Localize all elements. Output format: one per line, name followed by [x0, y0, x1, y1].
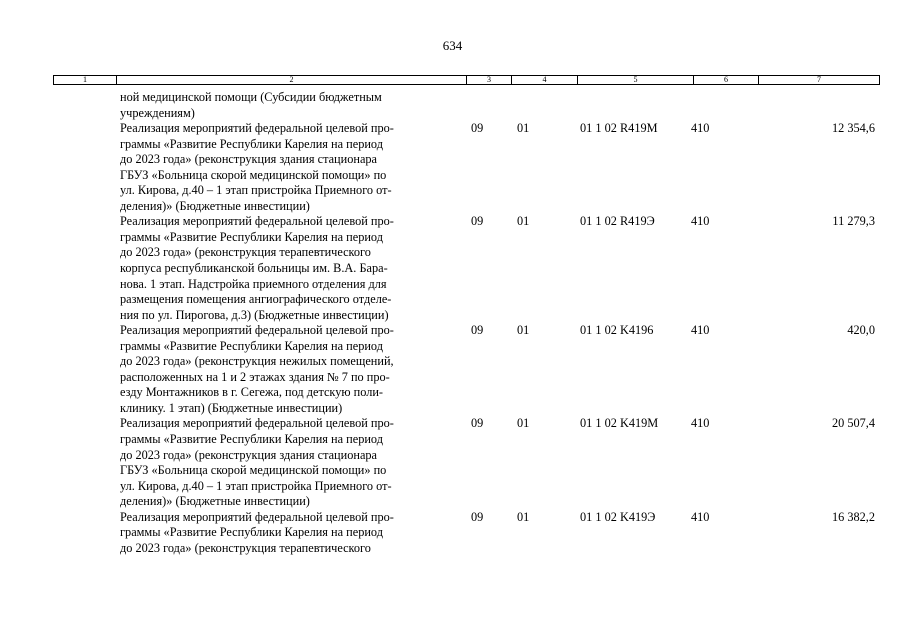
text-line: езду Монтажников в г. Сегежа, под детскую поли-	[120, 385, 384, 400]
row-section-code: 09	[471, 214, 484, 229]
row-expense-type-code: 410	[691, 214, 710, 229]
text-line: ГБУЗ «Больница скорой медицинской помощи» по	[120, 463, 387, 478]
table-row	[0, 121, 905, 214]
text-line: деления)» (Бюджетные инвестиции)	[120, 198, 310, 213]
text-line: ной медицинской помощи (Субсидии бюджетным	[120, 90, 382, 104]
text-line: Реализация мероприятий федеральной целевой про-	[120, 323, 394, 338]
row-name	[120, 323, 462, 416]
text-line: до 2023 года» (реконструкция терапевтического	[120, 245, 371, 260]
row-amount: 420,0	[847, 323, 875, 338]
column-header-row	[54, 76, 880, 85]
text-line: граммы «Развитие Республики Карелия на период	[120, 229, 383, 244]
page-number: 634	[442, 38, 463, 53]
text-line: граммы «Развитие Республики Карелия на период	[120, 136, 383, 151]
row-expense-type-code: 410	[691, 509, 710, 524]
table-row	[0, 214, 905, 323]
row-target-item-code: 01 1 02 K419Э	[580, 509, 656, 524]
row-expense-type-code: 410	[691, 416, 710, 431]
row-subsection-code: 01	[517, 323, 530, 338]
column-header-2: 2	[117, 76, 467, 85]
text-line: Реализация мероприятий федеральной целевой про-	[120, 416, 394, 431]
row-section-code: 09	[471, 121, 484, 136]
row-name	[120, 90, 462, 121]
table-row	[0, 323, 905, 416]
row-amount: 20 507,4	[831, 416, 875, 431]
row-section-code: 09	[471, 509, 484, 524]
text-line: ул. Кирова, д.40 – 1 этап пристройка Приемного от-	[120, 478, 392, 493]
text-line: деления)» (Бюджетные инвестиции)	[120, 494, 310, 509]
row-amount: 12 354,6	[831, 121, 875, 136]
column-header-7: 7	[759, 76, 880, 85]
text-line: клинику. 1 этап) (Бюджетные инвестиции)	[120, 400, 343, 415]
text-line: нова. 1 этап. Надстройка приемного отделения для	[120, 276, 387, 291]
row-subsection-code: 01	[517, 509, 530, 524]
column-header-3: 3	[467, 76, 512, 85]
text-line: корпуса республиканской больницы им. В.А. Бара-	[120, 261, 388, 276]
row-target-item-code: 01 1 02 K4196	[580, 323, 654, 338]
row-amount: 11 279,3	[832, 214, 875, 229]
text-line: Реализация мероприятий федеральной целевой про-	[120, 214, 394, 229]
row-subsection-code: 01	[517, 214, 530, 229]
row-target-item-code: 01 1 02 R419M	[580, 121, 658, 136]
table-body	[0, 90, 905, 556]
text-line: до 2023 года» (реконструкция здания стационара	[120, 447, 378, 462]
continuation-row	[0, 90, 905, 121]
table-row	[0, 510, 905, 557]
text-line: граммы «Развитие Республики Карелия на период	[120, 338, 383, 353]
column-header-1: 1	[54, 76, 117, 85]
table-row	[0, 416, 905, 509]
row-subsection-code: 01	[517, 121, 530, 136]
text-line: расположенных на 1 и 2 этажах здания № 7 по про-	[120, 369, 390, 384]
text-line: ния по ул. Пирогова, д.3) (Бюджетные инвестиции)	[120, 307, 389, 322]
text-line: до 2023 года» (реконструкция нежилых помещений,	[120, 354, 394, 369]
text-line: до 2023 года» (реконструкция здания стационара	[120, 152, 378, 167]
row-subsection-code: 01	[517, 416, 530, 431]
row-section-code: 09	[471, 416, 484, 431]
row-expense-type-code: 410	[691, 121, 710, 136]
text-line: ГБУЗ «Больница скорой медицинской помощи» по	[120, 167, 387, 182]
row-target-item-code: 01 1 02 K419M	[580, 416, 659, 431]
text-line: ул. Кирова, д.40 – 1 этап пристройка Приемного от-	[120, 183, 392, 198]
row-target-item-code: 01 1 02 R419Э	[580, 214, 655, 229]
row-name	[120, 214, 462, 323]
row-name	[120, 121, 462, 214]
row-name	[120, 416, 462, 509]
text-line: граммы «Развитие Республики Карелия на период	[120, 432, 383, 447]
text-line: учреждениям)	[120, 105, 195, 120]
column-header-table	[53, 75, 880, 85]
row-section-code: 09	[471, 323, 484, 338]
text-line: размещения помещения ангиографического отделе-	[120, 292, 392, 307]
column-header-6: 6	[694, 76, 759, 85]
text-line: до 2023 года» (реконструкция терапевтического	[120, 540, 371, 555]
column-header-5: 5	[578, 76, 694, 85]
text-line: Реализация мероприятий федеральной целевой про-	[120, 121, 394, 136]
row-expense-type-code: 410	[691, 323, 710, 338]
row-amount: 16 382,2	[831, 509, 875, 524]
text-line: Реализация мероприятий федеральной целевой про-	[120, 509, 394, 524]
text-line: граммы «Развитие Республики Карелия на период	[120, 525, 383, 540]
column-header-4: 4	[512, 76, 578, 85]
row-name	[120, 510, 462, 557]
